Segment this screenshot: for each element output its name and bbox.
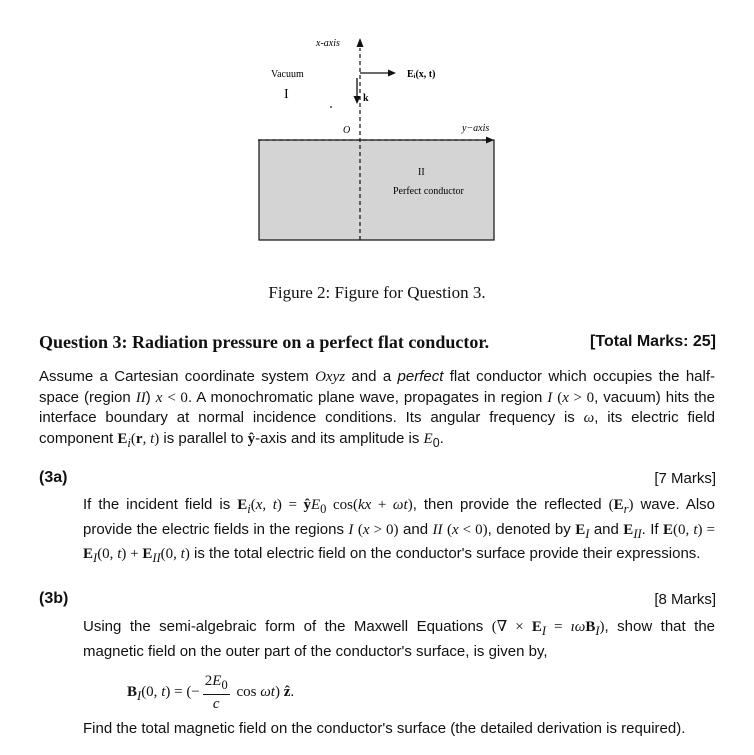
part-a-label: (3a): [39, 469, 68, 486]
part-a-marks: [7 Marks]: [654, 470, 716, 487]
region-two-label: II: [418, 167, 425, 178]
total-marks: [Total Marks: 25]: [590, 333, 716, 350]
question-title: Question 3: Radiation pressure on a perfect flat conductor.: [39, 332, 490, 352]
y-axis-label: y−axis: [462, 123, 490, 134]
region-one-label: I: [284, 87, 289, 102]
part-b-marks: [8 Marks]: [654, 591, 716, 608]
magnetic-field-formula: $B_I(0$, t) = (− $\frac{2E_0}{c}$ cos ωt) ẑ.: [127, 673, 295, 712]
conductor-label: Perfect conductor: [393, 186, 464, 197]
question-intro: Assume a Cartesian coordinate system Oxyz and a perfect flat conductor which occupies the half-space (region II) x < 0. A monochromatic plane wave, propagates in region I (x > 0, vacuum) hits the interface boundary at normal incidence conditions. Its angular frequency is ω, its electric field component $E_i(r$, t) is parallel to ŷ-axis and its amplitude is $E_0$.: [39, 368, 716, 450]
x-axis-arrowhead: [357, 38, 364, 47]
figure-diagram: [0, 0, 754, 280]
part-b-text: Using the semi-algebraic form of the Maxwell Equations (∇ × $E_I$ = ıωB$_I$), show that the magnetic field on the outer part of the conductor's surface, is given by,: [83, 618, 715, 660]
part-b-final-line: Find the total magnetic field on the conductor's surface (the detailed derivation is required).: [83, 720, 686, 737]
field-arrowhead: [388, 70, 396, 77]
x-axis-label: x-axis: [316, 38, 340, 49]
field-label: Eᵢ(x, t): [407, 69, 436, 80]
part-a-text: If the incident field is $E_i(x$, $t) = ŷE_0$ cos(kx + ωt), then provide the reflected $(E_r)$ wave. Also provide the electric fields in the regions I (x > 0) and II (x < 0), denoted by $E_I$ and $E_{II}$. If E(0, $t) = E_I(0$, $t) + E_{II}(0$, t) is the total electric field on the conductor's surface provide their expressions.: [83, 496, 716, 565]
k-label: k: [363, 93, 369, 104]
vacuum-label: Vacuum: [271, 69, 304, 80]
small-dot: [330, 106, 332, 108]
part-b-label: (3b): [39, 590, 69, 607]
origin-label: O: [343, 125, 351, 136]
figure-caption: Figure 2: Figure for Question 3.: [268, 283, 486, 302]
